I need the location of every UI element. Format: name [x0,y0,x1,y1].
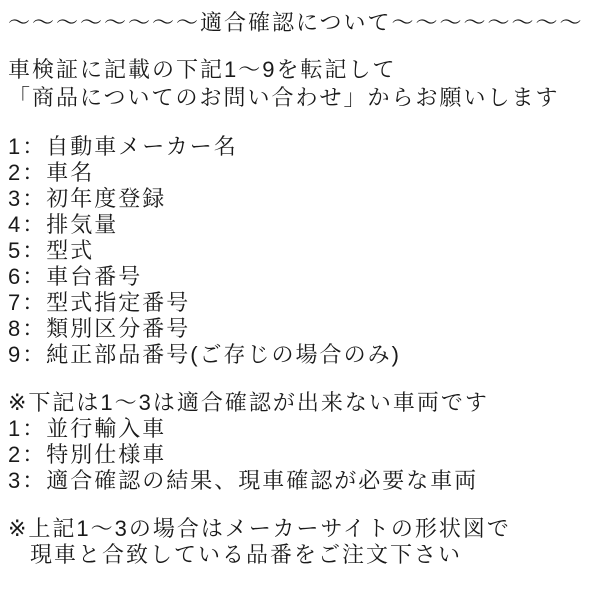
list-item: 4：排気量 [8,212,119,237]
vehicle-info-list [8,134,594,368]
list-item: 6：車台番号 [8,264,143,289]
order-note-line-2: 現車と合致している品番をご注文下さい [30,542,463,567]
list-item: 7：型式指定番号 [8,290,191,315]
intro-line-2: 「商品についてのお問い合わせ」からお願いします [8,85,560,110]
list-item: 3：初年度登録 [8,186,167,211]
intro-line-1: 車検証に記載の下記1～9を転記して [8,57,397,82]
intro-block [8,56,594,112]
note-unconfirmable: ※下記は1～3は適合確認が出来ない車両です [8,390,489,415]
order-note-block [8,516,594,568]
order-note-line-1: ※上記1～3の場合はメーカーサイトの形状図で [8,516,511,541]
list-item: 1：自動車メーカー名 [8,134,238,159]
list-item: 5：型式 [8,238,95,263]
list-item: 9：純正部品番号(ご存じの場合のみ) [8,342,401,367]
page-title: ～～～～～～～～適合確認について～～～～～～～～ [8,10,584,35]
list-item: 2：車名 [8,160,95,185]
list-item: 2：特別仕様車 [8,442,167,467]
list-item: 8：類別区分番号 [8,316,191,341]
list-item: 3：適合確認の結果、現車確認が必要な車両 [8,468,479,493]
unconfirmable-vehicle-list [8,416,594,494]
list-item: 1：並行輸入車 [8,416,167,441]
